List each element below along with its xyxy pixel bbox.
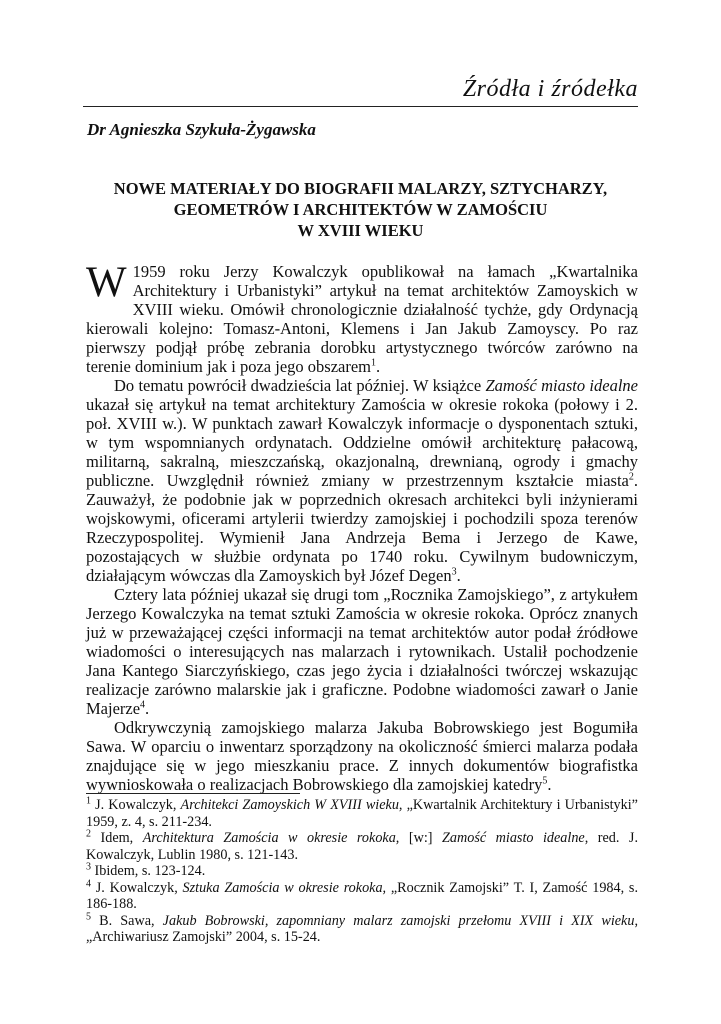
paragraph-text: Cztery lata później ukazał się drugi tom „Rocznika Zamojskiego”, z artykułem Jerzego Kowalczyka na temat sztuki Zamościa w okresie rokoka. Oprócz znanych już w przeważającej części informacji na temat architektów autor podał źródłowe wiadomości o interesujących nas malarzach i rytownikach. Ustalił pochodzenie Jana Kantego Siarczyńskiego, czas jego życia i działalności twórczej wskazując realizacje zarówno malarskie jak i graficzne. Podobne wiadomości zawarł o Janie Majerze — [86, 585, 638, 718]
paragraph-end: . — [376, 357, 381, 376]
author-name: Dr Agnieszka Szykuła-Żygawska — [87, 120, 316, 139]
footnotes — [86, 797, 638, 946]
footnote-number: 5 — [86, 910, 91, 922]
running-header: Źródła i źródełka — [462, 76, 638, 102]
title-line: GEOMETRÓW I ARCHITEKTÓW W ZAMOŚCIU — [173, 200, 548, 219]
footnote-3 — [86, 863, 638, 880]
paragraph-text: Do tematu powrócił dwadzieścia lat później. W książce — [114, 376, 486, 395]
paragraph-text: 1959 roku Jerzy Kowalczyk opublikował na łamach „Kwartalnika Architektury i Urbanistyki” artykuł na temat architektów Zamoyskich w XVIII wieku. Omówił chronologicznie działalność tychże, gdy Ordynacją kierowali kolejno: Tomasz-Antoni, Klemens i Jan Jakub Zamoyscy. Po raz pierwszy podjął próbę zebrania dorobku artystycznego twórców zarówno na terenie dominium jak i poza jego obszarem — [86, 262, 638, 376]
paragraph-text: Odkrywczynią zamojskiego malarza Jakuba Bobrowskiego jest Bogumiła Sawa. W oparciu o inwentarz sporządzony na okoliczność śmierci malarza podała znajdujące się w jego mieszkaniu prace. Z innych dokumentów biografistka wywnioskowała o realizacjach Bobrowskiego dla zamojskiej katedry — [86, 718, 638, 794]
paragraph-4 — [86, 718, 638, 794]
paragraph-text: ukazał się artykuł na temat architektury Zamościa w okresie rokoka (połowy i 2. poł. XVIII w.). W punktach zawarł Kowalczyk informacje o dysponentach sztuki, w tym wspomnianych ordynatach. Oddzielne omówił architekturę pałacową, militarną, sakralną, mieszczańską, okazjonalną, drewnianą, ogrody i gmachy publiczne. Uwzględnił również zmiany w przestrzennym kształcie miasta — [86, 395, 638, 490]
footnote-text: „Kwartalnik Architektury i Urbanistyki” 1959, z. 4, s. 211-234. — [86, 797, 638, 830]
title-line: NOWE MATERIAŁY DO BIOGRAFII MALARZY, SZTYCHARZY, — [113, 179, 608, 198]
footnote-number: 4 — [86, 877, 91, 889]
header-rule — [83, 106, 638, 107]
footnote-ref[interactable]: 3 — [451, 566, 457, 578]
footnote-text: , red. J. Kowalczyk, Lublin 1980, s. 121-143. — [86, 830, 639, 863]
footnote-text: J. Kowalczyk, — [91, 879, 183, 896]
footnote-text: „Rocznik Zamojski” T. I, Zamość 1984, s. 186-188. — [86, 879, 638, 912]
paragraph-end: . — [145, 699, 150, 718]
footnote-4 — [86, 877, 638, 913]
paragraph-text: . Zauważył, że podobnie jak w poprzednich okresach architekci byli inżynierami wojskowymi, oficerami artylerii twierdzy zamojskiej i pochodzili spoza terenów Rzeczypospolitej. Wymienił Jana Andrzeja Bema i Jerzego de Kawe, pozostających w służbie ordynata po 1740 roku. Cywilnym budowniczym, działającym wówczas dla Zamoyskich był Józef Degen — [86, 471, 638, 585]
footnote-ref[interactable]: 4 — [140, 699, 146, 711]
footnote-1 — [86, 797, 638, 830]
footnote-ref[interactable]: 2 — [628, 471, 634, 483]
footnote-text: Ibidem, s. 123-124. — [91, 863, 206, 879]
footnote-text: , „Archiwariusz Zamojski” 2004, s. 15-24. — [86, 912, 638, 945]
footnote-rule — [86, 793, 300, 794]
drop-cap: W — [86, 259, 127, 306]
footnote-5 — [86, 910, 638, 946]
paragraph-3 — [86, 585, 638, 718]
footnote-text: [w:] — [399, 830, 442, 846]
footnote-number: 2 — [86, 828, 91, 840]
article-body — [86, 259, 638, 794]
footnote-title: Architekci Zamoyskich W XVIII wieku, — [180, 797, 403, 813]
footnote-ref[interactable]: 5 — [542, 775, 548, 787]
book-title: Zamość miasto idealne — [485, 376, 638, 395]
paragraph-end: . — [456, 566, 461, 585]
footnote-text: Idem, — [91, 830, 143, 846]
paragraph-end: . — [547, 775, 552, 794]
footnote-2 — [86, 830, 638, 863]
footnote-text: B. Sawa, — [91, 912, 163, 929]
footnote-ref[interactable]: 1 — [371, 357, 376, 369]
article-title — [83, 178, 638, 241]
footnote-title: Jakub Bobrowski, zapomniany malarz zamojski przełomu XVIII i XIX wieku — [162, 912, 635, 929]
paragraph-2 — [86, 376, 638, 585]
footnote-title: Architektura Zamościa w okresie rokoka, — [142, 830, 400, 846]
paragraph-1 — [86, 259, 638, 376]
footnote-number: 3 — [86, 861, 91, 873]
title-line: W XVIII WIEKU — [297, 221, 424, 240]
footnote-text: J. Kowalczyk, — [91, 797, 181, 813]
footnote-number: 1 — [86, 795, 91, 807]
footnote-title: Sztuka Zamościa w okresie rokoka, — [182, 879, 387, 896]
footnote-title: Zamość miasto idealne — [442, 830, 585, 846]
